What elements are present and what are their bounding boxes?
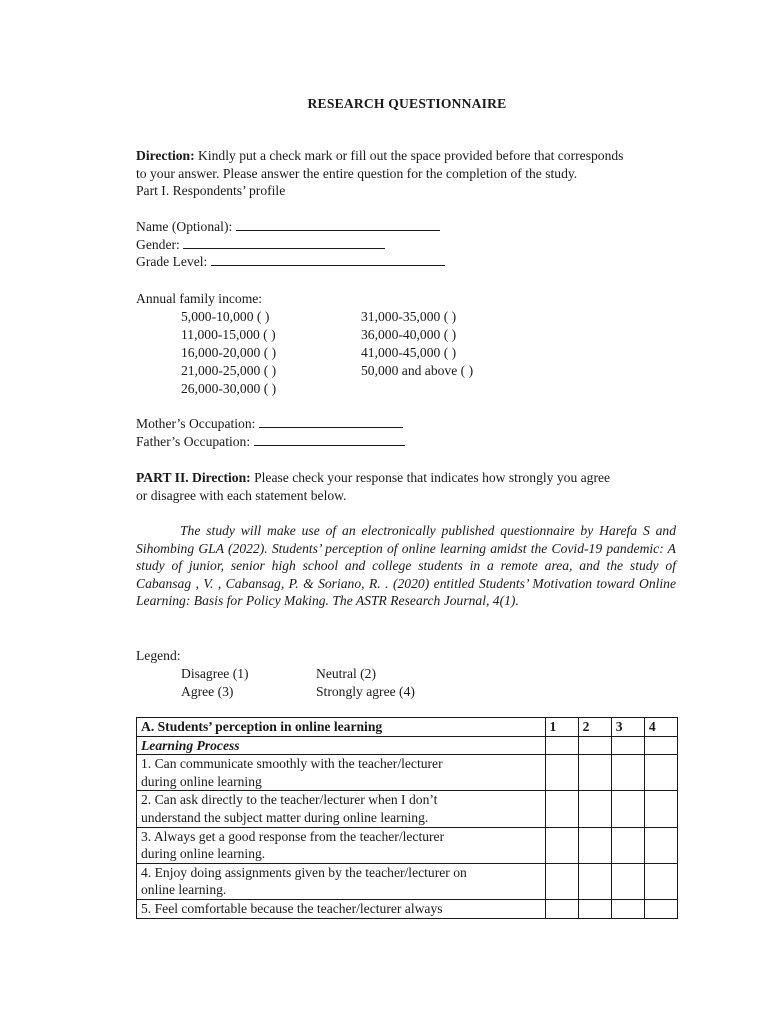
income-option[interactable]: 16,000-20,000 ( ) <box>181 344 277 360</box>
grade-level-label: Grade Level: <box>136 254 211 270</box>
income-option[interactable]: 21,000-25,000 ( ) <box>181 362 277 378</box>
gender-field[interactable] <box>183 236 385 249</box>
part2-label: PART II. Direction: <box>136 470 251 485</box>
rating-cell[interactable] <box>611 863 644 899</box>
legend-section <box>136 647 696 701</box>
mother-occupation-field[interactable] <box>259 415 403 428</box>
rating-cell[interactable] <box>644 755 677 791</box>
statement-cell: 5. Feel comfortable because the teacher/lecturer always <box>137 899 546 918</box>
rating-cell[interactable] <box>644 863 677 899</box>
rating-cell[interactable] <box>578 755 611 791</box>
rating-cell[interactable] <box>545 899 578 918</box>
rating-cell[interactable] <box>578 791 611 827</box>
page-title: RESEARCH QUESTIONNAIRE <box>307 96 507 111</box>
profile-section <box>136 218 696 271</box>
direction-text-line1: Kindly put a check mark or fill out the space provided before that corresponds <box>194 148 624 163</box>
statement-cell: 3. Always get a good response from the teacher/lecturer during online learning. <box>137 827 546 863</box>
table-row <box>137 827 678 863</box>
rating-cell[interactable] <box>578 827 611 863</box>
income-row <box>136 344 696 362</box>
income-option[interactable]: 31,000-35,000 ( ) <box>361 308 457 324</box>
rating-cell[interactable] <box>611 755 644 791</box>
gender-label: Gender: <box>136 236 184 252</box>
rating-cell[interactable] <box>545 827 578 863</box>
father-occupation-field[interactable] <box>254 433 405 446</box>
scale-header: 3 <box>611 718 644 737</box>
scale-header: 4 <box>644 718 677 737</box>
rating-cell[interactable] <box>611 899 644 918</box>
rating-cell[interactable] <box>578 863 611 899</box>
statement-cell: 2. Can ask directly to the teacher/lecturer when I don’t understand the subject matter during online learning. <box>137 791 546 827</box>
income-option[interactable]: 36,000-40,000 ( ) <box>361 326 457 342</box>
part2-text-line1: Please check your response that indicates how strongly you agree <box>250 470 611 485</box>
father-occupation-label: Father’s Occupation: <box>136 433 254 449</box>
mother-occupation-label: Mother’s Occupation: <box>136 416 259 431</box>
rating-cell[interactable] <box>578 899 611 918</box>
income-option[interactable]: 41,000-45,000 ( ) <box>361 344 457 360</box>
income-option[interactable]: 26,000-30,000 ( ) <box>181 380 277 396</box>
scale-header: 1 <box>545 718 578 737</box>
legend-agree: Agree (3) <box>181 683 234 699</box>
table-row <box>137 863 678 899</box>
rating-cell[interactable] <box>545 755 578 791</box>
statement-cell: 4. Enjoy doing assignments given by the teacher/lecturer on online learning. <box>137 863 546 899</box>
table-header-row <box>137 718 678 737</box>
income-option[interactable]: 5,000-10,000 ( ) <box>181 308 270 324</box>
learning-process-subheading: Learning Process <box>137 736 546 755</box>
citation-paragraph <box>136 522 676 610</box>
rating-cell[interactable] <box>644 827 677 863</box>
table-header-title: A. Students’ perception in online learning <box>137 718 546 737</box>
income-row <box>136 362 696 380</box>
legend-label: Legend: <box>136 648 181 663</box>
part1-heading: Part I. Respondents’ profile <box>136 183 286 199</box>
income-label: Annual family income: <box>136 291 263 306</box>
rating-cell[interactable] <box>644 899 677 918</box>
rating-cell[interactable] <box>611 827 644 863</box>
direction-text-line2: to your answer. Please answer the entire question for the completion of the study. <box>136 165 578 181</box>
statement-cell: 1. Can communicate smoothly with the teacher/lecturer during online learning <box>137 755 546 791</box>
rating-cell[interactable] <box>644 791 677 827</box>
name-label: Name (Optional): <box>136 219 236 234</box>
grade-level-field[interactable] <box>211 253 445 266</box>
direction-section <box>136 147 696 200</box>
rating-cell[interactable] <box>545 791 578 827</box>
income-option[interactable]: 50,000 and above ( ) <box>361 362 474 378</box>
rating-cell[interactable] <box>611 791 644 827</box>
table-row <box>137 899 678 918</box>
citation-text: The study will make use of an electronically published questionnaire by Harefa S and Sihombing GLA (2022). Students’ perception of online learning amidst the Covid-19 pandemic: A study of junior, senior high school and college students in a remote area, and the study of Cabansag , V. , Cabansag, P. & Soriano, R. . (2020) entitled Students’ Motivation toward Online Learning: Basis for Policy Making. The ASTR Research Journal, 4(1). <box>136 523 676 609</box>
income-row <box>136 308 696 326</box>
direction-label: Direction: <box>136 148 195 163</box>
part2-text-line2: or disagree with each statement below. <box>136 487 347 503</box>
name-field[interactable] <box>236 218 440 231</box>
scale-header: 2 <box>578 718 611 737</box>
legend-neutral: Neutral (2) <box>316 665 377 681</box>
part2-direction <box>136 469 696 504</box>
income-option[interactable]: 11,000-15,000 ( ) <box>181 326 276 342</box>
legend-disagree: Disagree (1) <box>181 665 249 681</box>
income-row <box>136 326 696 344</box>
table-row <box>137 791 678 827</box>
perception-table <box>136 717 678 919</box>
table-subheading-row <box>137 736 678 755</box>
table-row <box>137 755 678 791</box>
legend-strongly-agree: Strongly agree (4) <box>316 683 415 699</box>
income-section <box>136 290 696 398</box>
rating-cell[interactable] <box>545 863 578 899</box>
parents-section <box>136 415 696 450</box>
income-row <box>136 380 696 398</box>
